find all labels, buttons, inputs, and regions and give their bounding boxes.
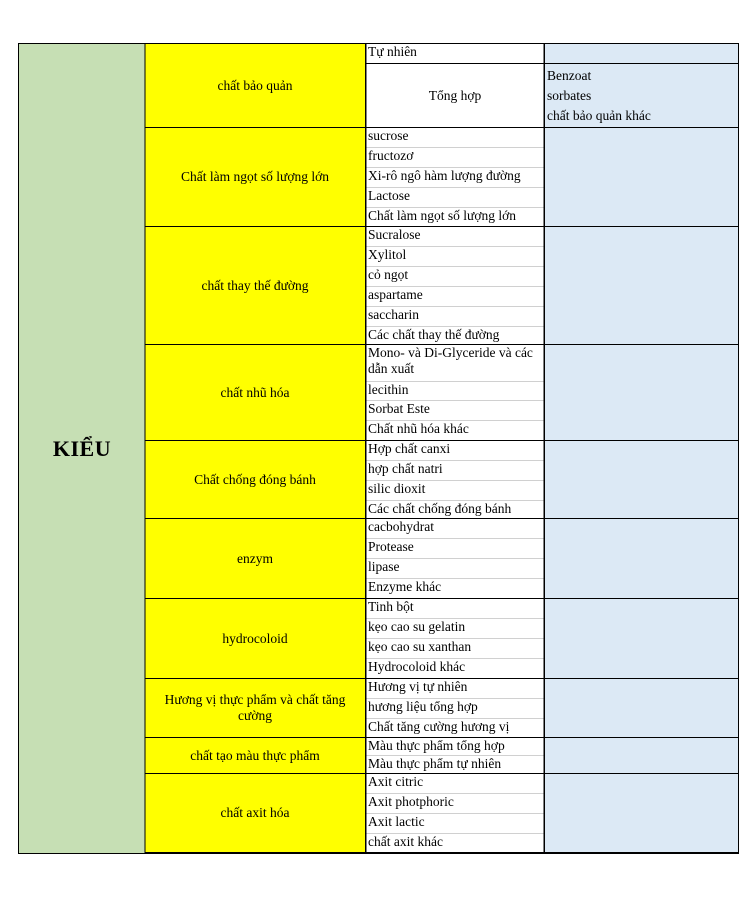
note-line: sorbates (547, 88, 592, 103)
item-cell: aspartame (366, 287, 544, 307)
item-cell: Hydrocoloid khác (366, 659, 544, 679)
category-cell: chất tạo màu thực phẩm (145, 738, 366, 774)
category-cell: chất thay thế đường (145, 227, 366, 345)
item-cell: Lactose (366, 188, 544, 208)
notes-cell (544, 679, 738, 738)
item-cell: hương liệu tổng hợp (366, 699, 544, 719)
notes-cell (544, 599, 738, 679)
item-cell: lecithin (366, 382, 544, 401)
item-cell: kẹo cao su xanthan (366, 639, 544, 659)
notes-cell (544, 227, 738, 345)
item-cell: kẹo cao su gelatin (366, 619, 544, 639)
note-line: Benzoat (547, 68, 592, 83)
item-cell: Axit photphoric (366, 794, 544, 814)
category-cell: chất nhũ hóa (145, 345, 366, 441)
item-cell: Chất làm ngọt số lượng lớn (366, 208, 544, 227)
item-cell: sucrose (366, 128, 544, 148)
item-cell: Hợp chất canxi (366, 441, 544, 461)
item-cell: chất axit khác (366, 834, 544, 853)
item-cell: lipase (366, 559, 544, 579)
category-cell: chất axit hóa (145, 774, 366, 853)
category-cell: Chất chống đóng bánh (145, 441, 366, 519)
notes-cell (544, 774, 738, 853)
item-cell: Xi-rô ngô hàm lượng đường (366, 168, 544, 188)
item-cell: Axit lactic (366, 814, 544, 834)
item-cell: saccharin (366, 307, 544, 327)
item-cell: Các chất chống đóng bánh (366, 501, 544, 519)
category-cell: enzym (145, 519, 366, 599)
category-cell: hydrocoloid (145, 599, 366, 679)
notes-cell (544, 345, 738, 441)
item-cell: Mono- và Di-Glyceride và các dẫn xuất (366, 345, 544, 382)
item-cell: fructozơ (366, 148, 544, 168)
item-cell: Màu thực phẩm tự nhiên (366, 756, 544, 774)
category-cell: Chất làm ngọt số lượng lớn (145, 128, 366, 227)
notes-natural (544, 44, 738, 64)
item-cell: Protease (366, 539, 544, 559)
category-cell: Hương vị thực phẩm và chất tăng cường (145, 679, 366, 738)
kieu-header: KIỂU (19, 44, 145, 853)
item-cell: hợp chất natri (366, 461, 544, 481)
food-additive-table (18, 43, 739, 854)
notes-cell (544, 738, 738, 774)
item-cell: Màu thực phẩm tổng hợp (366, 738, 544, 756)
item-cell: Chất nhũ hóa khác (366, 421, 544, 441)
item-cell: Các chất thay thế đường (366, 327, 544, 345)
item-cell: Enzyme khác (366, 579, 544, 599)
item-cell: Sucralose (366, 227, 544, 247)
item-synthetic: Tổng hợp (366, 64, 544, 128)
item-cell: silic dioxit (366, 481, 544, 501)
item-cell: cỏ ngọt (366, 267, 544, 287)
note-line: chất bảo quản khác (547, 108, 651, 123)
notes-cell (544, 519, 738, 599)
item-cell: Axit citric (366, 774, 544, 794)
item-natural: Tự nhiên (366, 44, 544, 64)
item-cell: Hương vị tự nhiên (366, 679, 544, 699)
notes-synthetic (544, 64, 738, 128)
item-cell: Sorbat Este (366, 401, 544, 421)
item-cell: Chất tăng cường hương vị (366, 719, 544, 738)
notes-cell (544, 441, 738, 519)
category-cell-preservative: chất bảo quản (145, 44, 366, 128)
item-cell: Xylitol (366, 247, 544, 267)
notes-cell (544, 128, 738, 227)
item-cell: Tinh bột (366, 599, 544, 619)
item-cell: cacbohydrat (366, 519, 544, 539)
